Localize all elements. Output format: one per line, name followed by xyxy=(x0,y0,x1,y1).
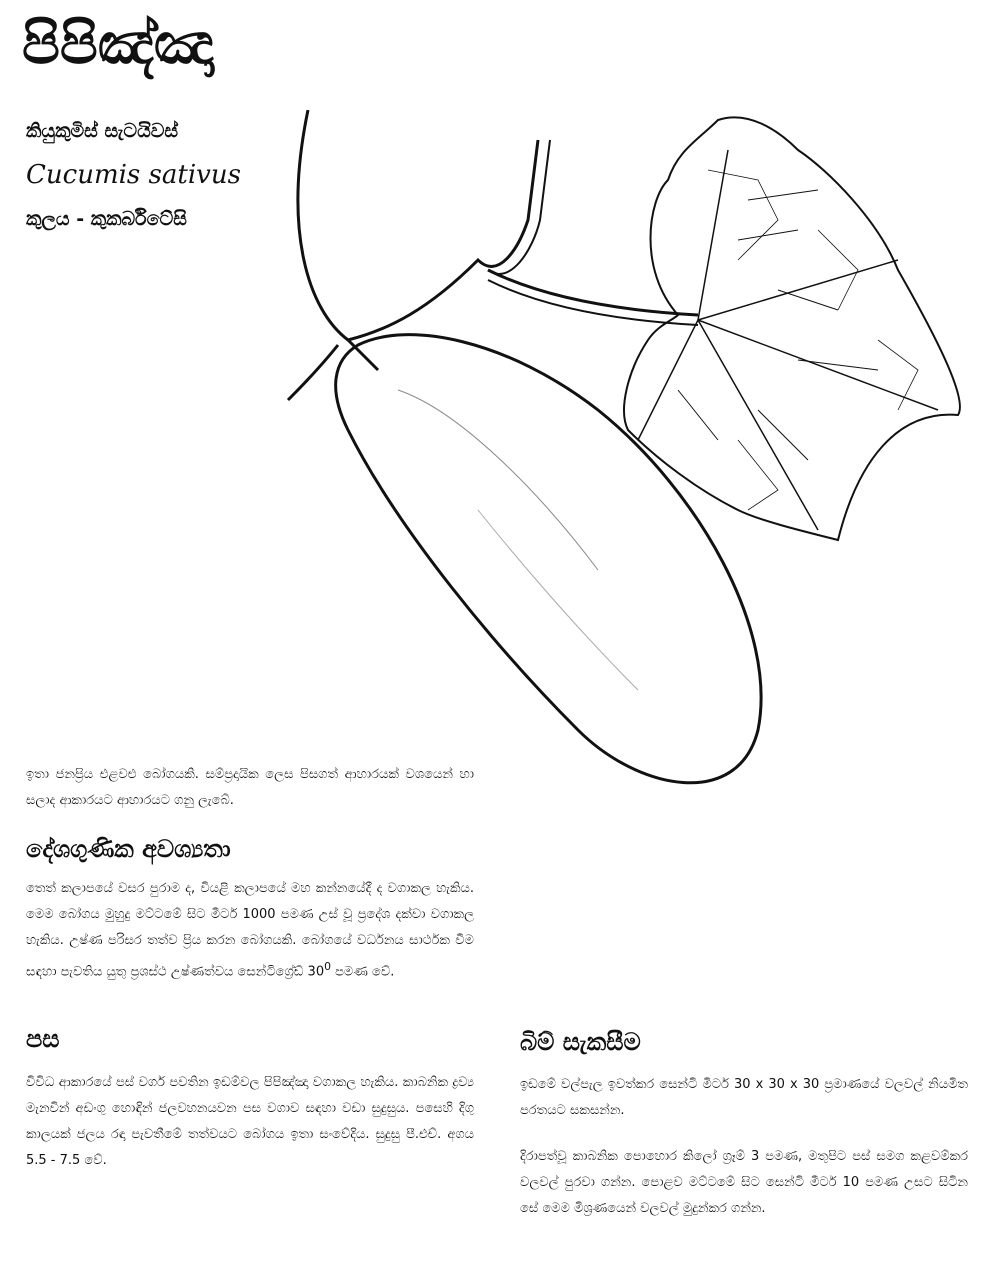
land-prep-paragraph-1: ඉඩමේ වල්පැල ඉවත්කර සෙන්ටි මීටර් 30 x 30 x 30 ප්‍රමාණයේ වලවල් නියමිත පරතයට සකසන්න. xyxy=(520,1077,968,1118)
climate-paragraph xyxy=(26,876,474,985)
cucumber-illustration xyxy=(278,110,968,800)
climate-heading: දේශගුණික අවශ්‍යතා xyxy=(26,835,231,863)
sinhala-species-name: කියුකුමිස් සැටයිවස් xyxy=(26,120,179,142)
soil-heading: පස xyxy=(26,1025,60,1053)
degree-superscript: 0 xyxy=(324,960,331,973)
land-prep-paragraph-2: දිරාපත්වූ කාබනික පොහොර කිලෝ ග්‍රෑම් 3 පමණ, මතුපිට පස් සමග කළවම්කර වලවල් පුරවා ගන්න. පොළව මට්ටමේ සිට සෙන්ටි මීටර් 10 පමණ උසට සිටින සේ මෙම මිශ්‍රණයෙන් වලවල් මුදුන්කර ගන්න. xyxy=(520,1149,968,1216)
soil-paragraph: විවිධ ආකාරයේ පස් වර්ග පවතින ඉඩම්වල පිපිඤ්ඤා වගාකල හැකිය. කාබනික ද්‍රව්‍ය මැනවින් අඩංගු හොඳින් ජලවහනයවන පස වගාව සඳහා වඩා සුදුසුය. පසෙහි දිගු කාලයක් ජලය රඳා පැවතීමේ තත්වයට බෝගය ඉතා සංවේදිය. සුදුසු පී.එච්. අගය 5.5 - 7.5 වේ. xyxy=(26,1075,474,1168)
climate-text-suffix: පමණ වේ. xyxy=(331,964,395,980)
land-prep-heading: බිම් සැකසීම xyxy=(520,1028,641,1056)
family-line: කුලය - කුකර්බිටේසි xyxy=(26,208,187,230)
climate-text: තෙත් කලාපයේ වසර පුරාම ද, වියළි කලාපයේ මහ කන්නයේදී ද වගාකල හැකිය. මෙම බෝගය මුහුදු මට්ටමේ සිට මීටර් 1000 පමණ උස් වූ ප්‍රදේශ දක්වා වගාකල හැකිය. උෂ්ණ පරිසර තත්ව ප්‍රිය කරන බෝගයකි. බෝගයේ වර්ධනය සාර්ථක වීම සඳහා පැවතිය යුතු ප්‍රශස්ථ උෂ්ණත්වය සෙන්ටිග්‍රේඩ් 30 xyxy=(26,881,474,980)
intro-paragraph: ඉතා ජනප්‍රිය එළවළු බෝගයකි. සම්ප්‍රදායික ලෙස පිසගත් ආහාරයක් වශයෙන් හා සලාද ආකාරයට ආහාරයට ගනු ලැබේ. xyxy=(26,767,474,808)
scientific-name: Cucumis sativus xyxy=(26,160,241,190)
page-title: පිපිඤ්ඤා xyxy=(22,12,214,77)
